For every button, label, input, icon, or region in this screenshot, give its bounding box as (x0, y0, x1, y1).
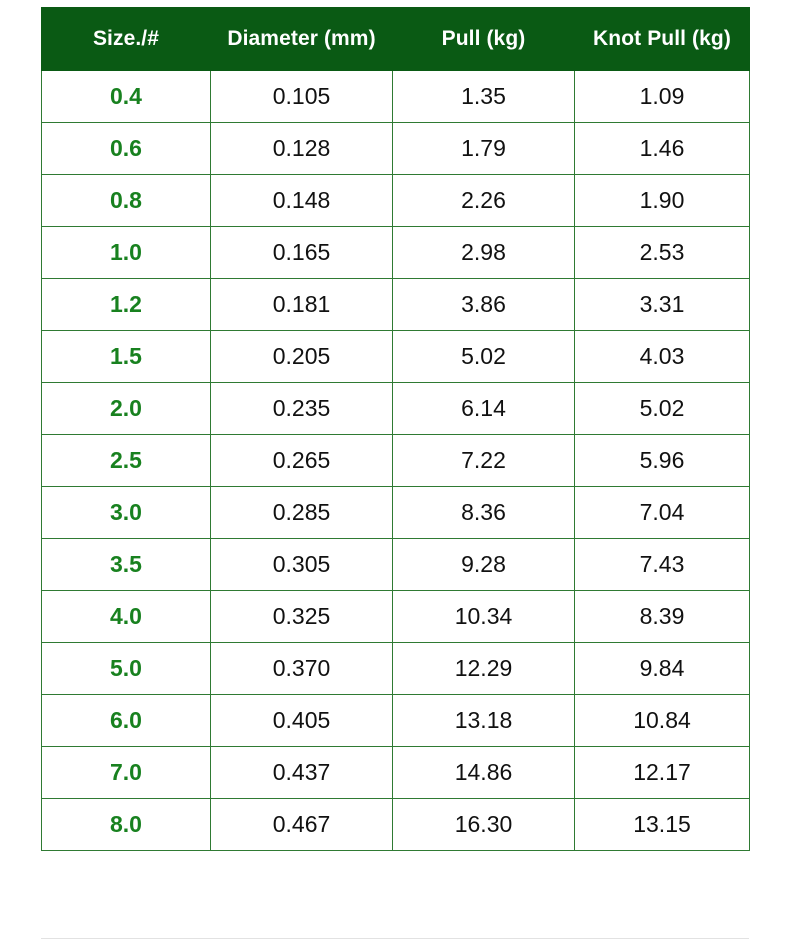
cell-pull: 6.14 (393, 383, 575, 435)
cell-knot-pull: 2.53 (575, 227, 750, 279)
table-body (42, 71, 750, 851)
cell-size: 2.5 (42, 435, 211, 487)
cell-pull: 8.36 (393, 487, 575, 539)
table-row (42, 435, 750, 487)
cell-diameter: 0.181 (211, 279, 393, 331)
table-row (42, 487, 750, 539)
cell-pull: 13.18 (393, 695, 575, 747)
cell-diameter: 0.205 (211, 331, 393, 383)
cell-diameter: 0.305 (211, 539, 393, 591)
cell-knot-pull: 3.31 (575, 279, 750, 331)
cell-pull: 1.35 (393, 71, 575, 123)
table-row (42, 539, 750, 591)
cell-pull: 2.98 (393, 227, 575, 279)
cell-knot-pull: 5.02 (575, 383, 750, 435)
table-header-row (42, 8, 750, 71)
column-header-pull: Pull (kg) (393, 8, 575, 71)
cell-diameter: 0.437 (211, 747, 393, 799)
cell-pull: 9.28 (393, 539, 575, 591)
table-header (42, 8, 750, 71)
cell-knot-pull: 10.84 (575, 695, 750, 747)
table-row (42, 591, 750, 643)
cell-knot-pull: 9.84 (575, 643, 750, 695)
table-row (42, 695, 750, 747)
cell-pull: 7.22 (393, 435, 575, 487)
line-specification-table (41, 7, 750, 851)
cell-size: 5.0 (42, 643, 211, 695)
cell-pull: 2.26 (393, 175, 575, 227)
column-header-diameter: Diameter (mm) (211, 8, 393, 71)
table-row (42, 227, 750, 279)
cell-size: 0.6 (42, 123, 211, 175)
column-header-size: Size./# (42, 8, 211, 71)
cell-size: 7.0 (42, 747, 211, 799)
table-row (42, 747, 750, 799)
column-header-knot-pull: Knot Pull (kg) (575, 8, 750, 71)
table-row (42, 71, 750, 123)
cell-size: 0.4 (42, 71, 211, 123)
cell-size: 1.0 (42, 227, 211, 279)
cell-pull: 1.79 (393, 123, 575, 175)
cell-size: 6.0 (42, 695, 211, 747)
table-row (42, 383, 750, 435)
cell-diameter: 0.370 (211, 643, 393, 695)
cell-knot-pull: 5.96 (575, 435, 750, 487)
cell-knot-pull: 4.03 (575, 331, 750, 383)
cell-size: 3.5 (42, 539, 211, 591)
cell-knot-pull: 7.43 (575, 539, 750, 591)
cell-pull: 14.86 (393, 747, 575, 799)
cell-size: 1.5 (42, 331, 211, 383)
cell-diameter: 0.235 (211, 383, 393, 435)
cell-diameter: 0.405 (211, 695, 393, 747)
cell-pull: 16.30 (393, 799, 575, 851)
cell-diameter: 0.325 (211, 591, 393, 643)
cell-diameter: 0.265 (211, 435, 393, 487)
cell-knot-pull: 8.39 (575, 591, 750, 643)
cell-diameter: 0.165 (211, 227, 393, 279)
cell-pull: 10.34 (393, 591, 575, 643)
table-row (42, 799, 750, 851)
cell-size: 8.0 (42, 799, 211, 851)
cell-diameter: 0.148 (211, 175, 393, 227)
cell-size: 1.2 (42, 279, 211, 331)
bottom-divider (41, 938, 749, 939)
table-row (42, 331, 750, 383)
cell-knot-pull: 12.17 (575, 747, 750, 799)
table-row (42, 643, 750, 695)
cell-knot-pull: 13.15 (575, 799, 750, 851)
cell-size: 4.0 (42, 591, 211, 643)
cell-diameter: 0.105 (211, 71, 393, 123)
cell-knot-pull: 1.90 (575, 175, 750, 227)
cell-diameter: 0.285 (211, 487, 393, 539)
cell-knot-pull: 7.04 (575, 487, 750, 539)
cell-size: 3.0 (42, 487, 211, 539)
cell-diameter: 0.128 (211, 123, 393, 175)
cell-diameter: 0.467 (211, 799, 393, 851)
cell-pull: 5.02 (393, 331, 575, 383)
cell-knot-pull: 1.09 (575, 71, 750, 123)
table-row (42, 279, 750, 331)
table-row (42, 175, 750, 227)
spec-table-container (41, 7, 749, 851)
cell-pull: 12.29 (393, 643, 575, 695)
cell-size: 2.0 (42, 383, 211, 435)
cell-knot-pull: 1.46 (575, 123, 750, 175)
cell-pull: 3.86 (393, 279, 575, 331)
table-row (42, 123, 750, 175)
cell-size: 0.8 (42, 175, 211, 227)
